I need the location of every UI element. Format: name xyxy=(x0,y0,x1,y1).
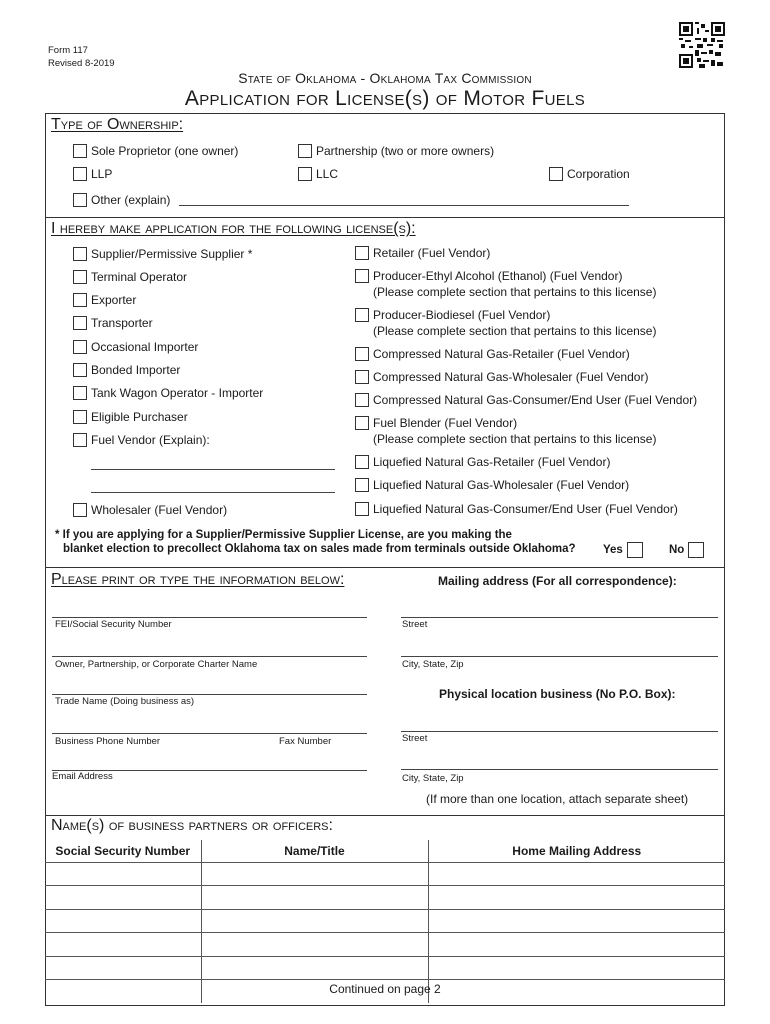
license-producer-ethanol[interactable]: Producer-Ethyl Alcohol (Ethanol) (Fuel Vendor) xyxy=(355,269,622,283)
fei-label: FEI/Social Security Number xyxy=(55,619,172,630)
table-cell[interactable] xyxy=(201,933,428,957)
physical-city-label: City, State, Zip xyxy=(402,773,464,784)
section-note: (Please complete section that pertains to this license) xyxy=(373,432,657,446)
ownership-heading: Type of Ownership: xyxy=(51,116,184,133)
table-cell[interactable] xyxy=(45,933,201,957)
partners-table xyxy=(45,840,725,1003)
column-header: Name/Title xyxy=(201,840,428,862)
checkbox[interactable] xyxy=(355,308,369,322)
mailing-heading: Mailing address (For all correspondence): xyxy=(438,574,677,588)
table-cell[interactable] xyxy=(45,862,201,886)
checkbox[interactable] xyxy=(355,269,369,283)
license-eligible-purchaser[interactable]: Eligible Purchaser xyxy=(73,410,188,424)
checkbox[interactable] xyxy=(73,386,87,400)
mailing-city-label: City, State, Zip xyxy=(402,659,464,670)
owner-name-label: Owner, Partnership, or Corporate Charter Name xyxy=(55,659,258,670)
checkbox[interactable] xyxy=(355,393,369,407)
checkbox[interactable] xyxy=(73,410,87,424)
checkbox[interactable] xyxy=(73,316,87,330)
table-cell[interactable] xyxy=(428,862,725,886)
license-retailer[interactable]: Retailer (Fuel Vendor) xyxy=(355,246,490,260)
license-cng-wholesaler[interactable]: Compressed Natural Gas-Wholesaler (Fuel Vendor) xyxy=(355,370,648,384)
checkbox[interactable] xyxy=(73,363,87,377)
agency-name: State of Oklahoma - Oklahoma Tax Commission xyxy=(238,70,532,86)
section-note: (Please complete section that pertains to this license) xyxy=(373,324,657,338)
checkbox[interactable] xyxy=(688,542,704,558)
partners-heading: Name(s) of business partners or officers: xyxy=(51,817,333,834)
phone-fax-field[interactable] xyxy=(52,733,367,734)
qr-code xyxy=(679,22,725,68)
supplier-question-cont: blanket election to precollect Oklahoma tax on sales made from terminals outside Oklahoma? xyxy=(63,543,576,555)
option-llp[interactable]: LLP xyxy=(73,167,112,181)
mailing-street-field[interactable] xyxy=(401,617,718,618)
checkbox[interactable] xyxy=(73,247,87,261)
section-note: (Please complete section that pertains to this license) xyxy=(373,285,657,299)
checkbox[interactable] xyxy=(355,455,369,469)
column-header: Home Mailing Address xyxy=(428,840,725,862)
license-terminal-operator[interactable]: Terminal Operator xyxy=(73,270,187,284)
checkbox[interactable] xyxy=(73,340,87,354)
trade-name-field[interactable] xyxy=(52,694,367,695)
checkbox[interactable] xyxy=(355,347,369,361)
checkbox[interactable] xyxy=(355,246,369,260)
license-bonded-importer[interactable]: Bonded Importer xyxy=(73,363,180,377)
checkbox[interactable] xyxy=(355,416,369,430)
license-tank-wagon[interactable]: Tank Wagon Operator - Importer xyxy=(73,386,263,400)
info-heading: Please print or type the information below: xyxy=(51,571,345,588)
license-lng-consumer[interactable]: Liquefied Natural Gas-Consumer/End User (Fuel Vendor) xyxy=(355,502,678,516)
checkbox[interactable] xyxy=(355,478,369,492)
table-row xyxy=(45,956,725,980)
checkbox[interactable] xyxy=(73,167,87,181)
checkbox[interactable] xyxy=(355,370,369,384)
form-title: Application for License(s) of Motor Fuels xyxy=(184,87,586,110)
checkbox[interactable] xyxy=(549,167,563,181)
checkbox[interactable] xyxy=(73,270,87,284)
other-explain-field[interactable] xyxy=(179,205,629,206)
table-header-row xyxy=(45,840,725,862)
license-producer-biodiesel[interactable]: Producer-Biodiesel (Fuel Vendor) xyxy=(355,308,550,322)
checkbox[interactable] xyxy=(355,502,369,516)
checkbox[interactable] xyxy=(298,167,312,181)
checkbox[interactable] xyxy=(73,433,87,447)
table-cell[interactable] xyxy=(428,933,725,957)
table-cell[interactable] xyxy=(201,886,428,910)
table-cell[interactable] xyxy=(201,956,428,980)
license-wholesaler[interactable]: Wholesaler (Fuel Vendor) xyxy=(73,503,227,517)
option-sole-proprietor[interactable]: Sole Proprietor (one owner) xyxy=(73,144,238,158)
license-lng-wholesaler[interactable]: Liquefied Natural Gas-Wholesaler (Fuel Vendor) xyxy=(355,478,629,492)
checkbox[interactable] xyxy=(298,144,312,158)
table-row xyxy=(45,933,725,957)
checkbox[interactable] xyxy=(73,503,87,517)
license-transporter[interactable]: Transporter xyxy=(73,316,153,330)
physical-heading: Physical location business (No P.O. Box): xyxy=(439,687,676,701)
continued-note: Continued on page 2 xyxy=(329,982,441,996)
option-other[interactable]: Other (explain) xyxy=(73,193,170,207)
license-cng-retailer[interactable]: Compressed Natural Gas-Retailer (Fuel Vendor) xyxy=(355,347,630,361)
form-number: Form 117 xyxy=(48,45,88,56)
mailing-city-field[interactable] xyxy=(401,656,718,657)
owner-name-field[interactable] xyxy=(52,656,367,657)
table-cell[interactable] xyxy=(428,886,725,910)
license-fuel-vendor[interactable]: Fuel Vendor (Explain): xyxy=(73,433,210,447)
license-lng-retailer[interactable]: Liquefied Natural Gas-Retailer (Fuel Vendor) xyxy=(355,455,610,469)
table-cell[interactable] xyxy=(45,909,201,933)
license-occasional-importer[interactable]: Occasional Importer xyxy=(73,340,198,354)
table-cell[interactable] xyxy=(428,956,725,980)
option-llc[interactable]: LLC xyxy=(298,167,338,181)
physical-street-label: Street xyxy=(402,733,428,744)
table-row xyxy=(45,862,725,886)
license-exporter[interactable]: Exporter xyxy=(73,293,136,307)
physical-street-field[interactable] xyxy=(401,731,718,732)
option-corporation[interactable]: Corporation xyxy=(549,167,630,181)
column-header: Social Security Number xyxy=(45,840,201,862)
divider xyxy=(45,815,725,816)
checkbox[interactable] xyxy=(73,293,87,307)
checkbox[interactable] xyxy=(73,144,87,158)
divider xyxy=(45,217,725,218)
supplier-election-yes[interactable]: Yes xyxy=(603,542,647,558)
trade-name-label: Trade Name (Doing business as) xyxy=(55,696,195,707)
licenses-heading: I hereby make application for the following license(s): xyxy=(51,220,416,237)
divider xyxy=(45,567,725,568)
fuel-vendor-explain-field[interactable] xyxy=(91,469,335,470)
fax-label: Fax Number xyxy=(279,736,332,747)
checkbox[interactable] xyxy=(627,542,643,558)
license-fuel-blender[interactable]: Fuel Blender (Fuel Vendor) xyxy=(355,416,517,430)
license-supplier[interactable]: Supplier/Permissive Supplier * xyxy=(73,247,252,261)
mailing-street-label: Street xyxy=(402,619,428,630)
supplier-question: * If you are applying for a Supplier/Permissive Supplier License, are you making the xyxy=(55,529,512,541)
multi-location-note: (If more than one location, attach separate sheet) xyxy=(426,792,689,806)
table-cell[interactable] xyxy=(201,862,428,886)
table-cell[interactable] xyxy=(45,956,201,980)
table-cell[interactable] xyxy=(428,909,725,933)
table-row xyxy=(45,886,725,910)
table-row xyxy=(45,909,725,933)
option-partnership[interactable]: Partnership (two or more owners) xyxy=(298,144,494,158)
phone-label: Business Phone Number xyxy=(55,736,161,747)
fei-field[interactable] xyxy=(52,617,367,618)
email-label: Email Address xyxy=(52,771,113,782)
license-cng-consumer[interactable]: Compressed Natural Gas-Consumer/End User (Fuel Vendor) xyxy=(355,393,697,407)
fuel-vendor-explain-field[interactable] xyxy=(91,492,335,493)
checkbox[interactable] xyxy=(73,193,87,207)
table-cell[interactable] xyxy=(201,909,428,933)
table-cell[interactable] xyxy=(45,886,201,910)
physical-city-field[interactable] xyxy=(401,769,718,770)
supplier-election-no[interactable]: No xyxy=(669,542,708,558)
form-revision: Revised 8-2019 xyxy=(48,58,115,69)
